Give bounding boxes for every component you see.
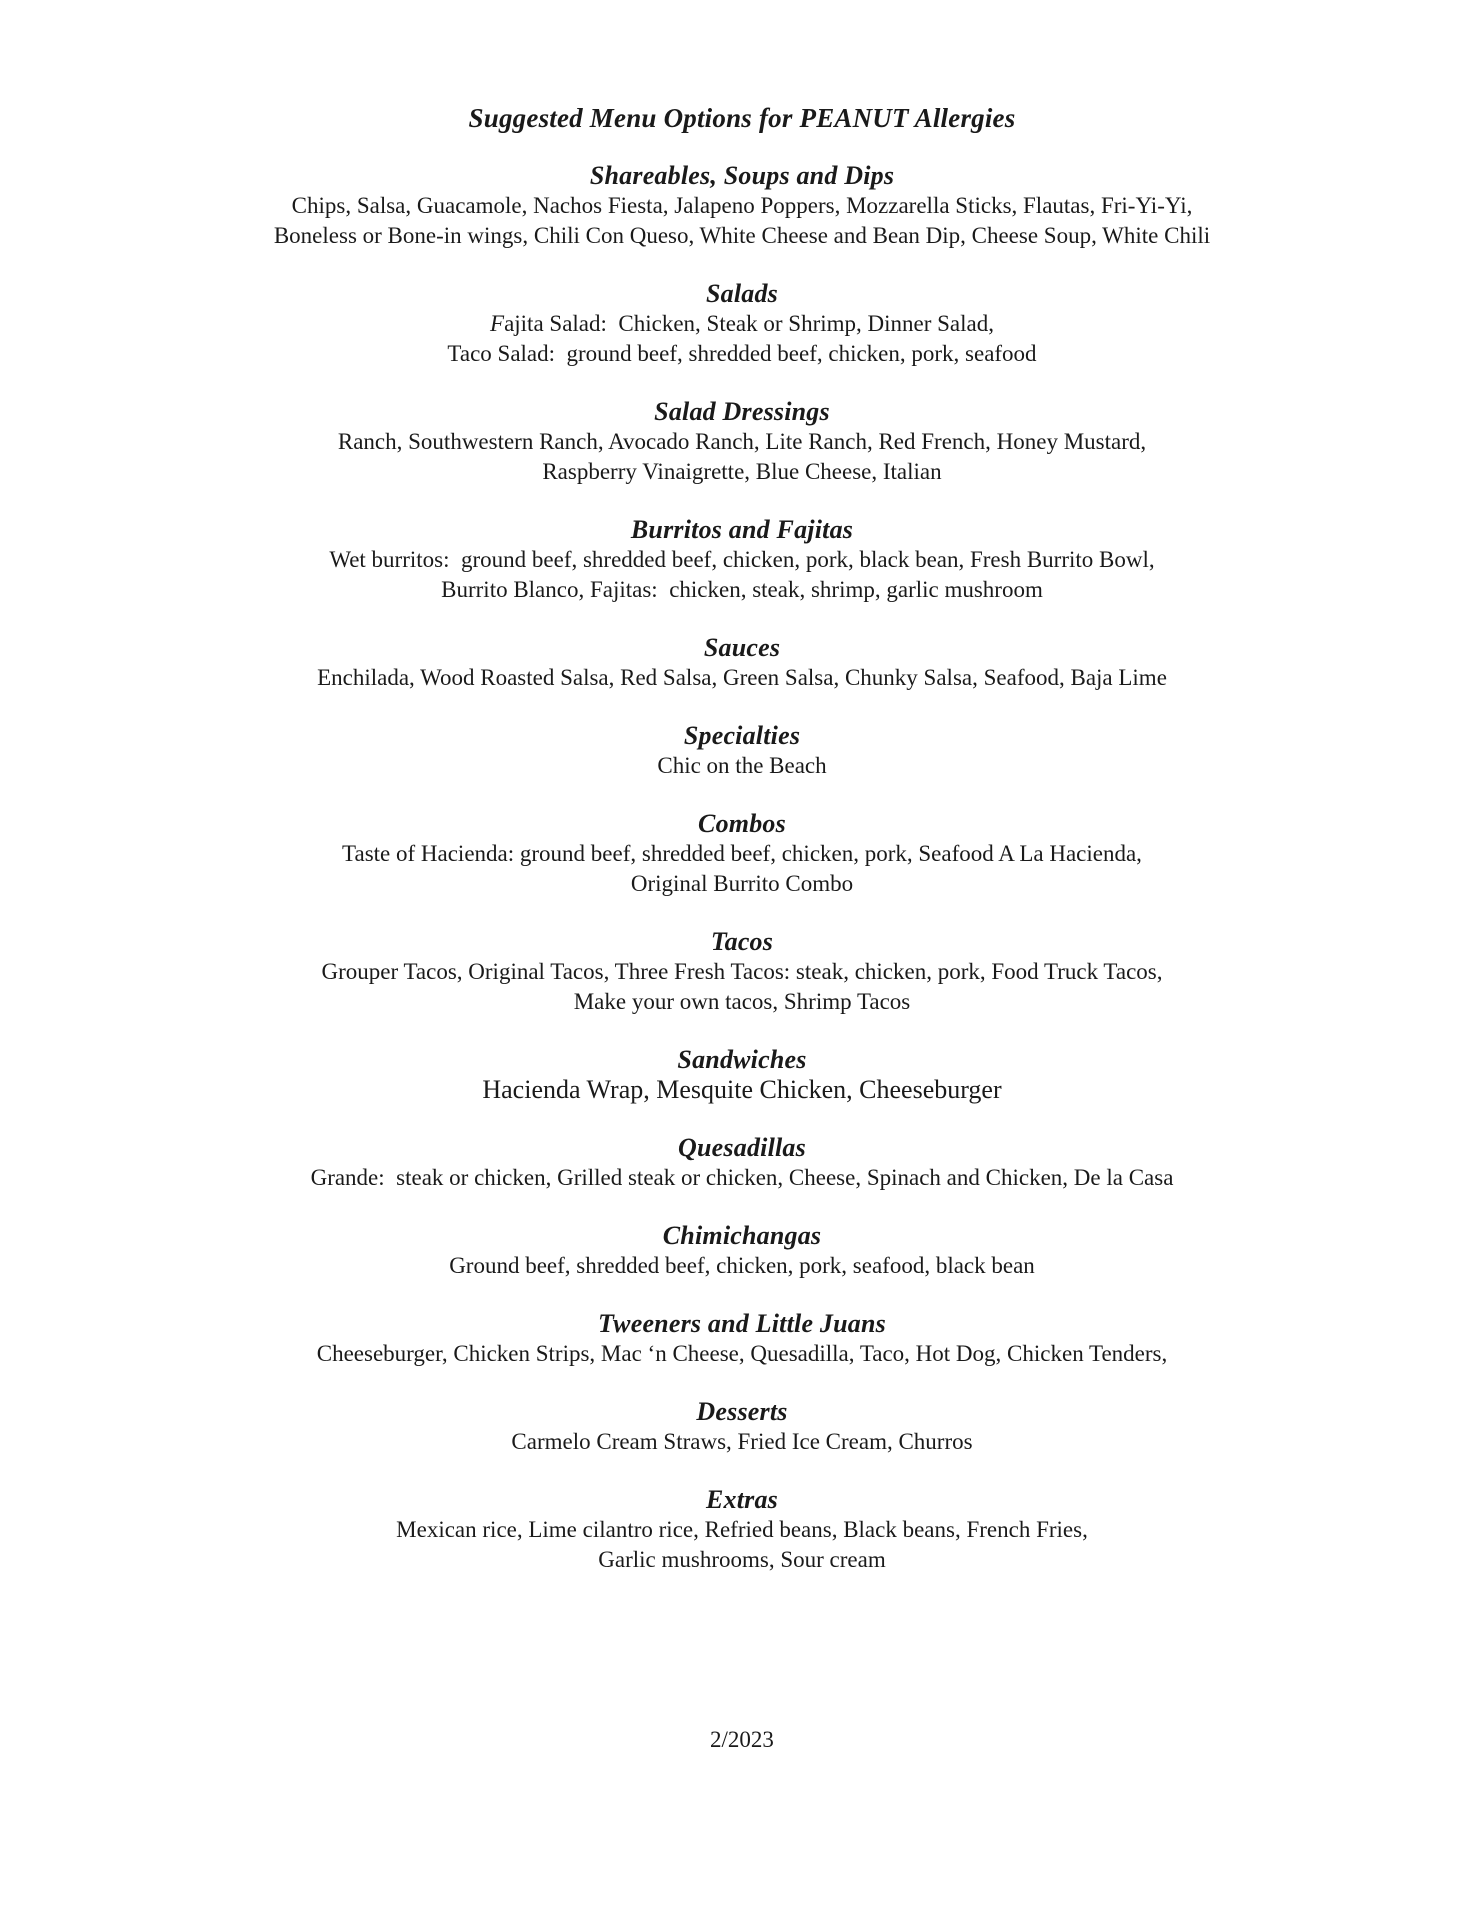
menu-items-line: Grouper Tacos, Original Tacos, Three Fresh Tacos: steak, chicken, pork, Food Truck Tacos,: [321, 959, 1163, 984]
menu-items-line: Cheeseburger, Chicken Strips, Mac ‘n Cheese, Quesadilla, Taco, Hot Dog, Chicken Tenders,: [316, 1341, 1168, 1366]
section-heading: Quesadillas: [678, 1133, 806, 1162]
menu-section: [0, 809, 1484, 899]
document-footer-date: 2/2023: [710, 1727, 774, 1752]
section-heading: Extras: [705, 1485, 778, 1514]
menu-items-line: Enchilada, Wood Roasted Salsa, Red Salsa, Green Salsa, Chunky Salsa, Seafood, Baja Lime: [317, 665, 1167, 690]
section-heading: Chimichangas: [662, 1221, 822, 1250]
menu-items-line: Raspberry Vinaigrette, Blue Cheese, Italian: [542, 459, 942, 484]
menu-section: [0, 1485, 1484, 1575]
menu-items-line: Boneless or Bone-in wings, Chili Con Queso, White Cheese and Bean Dip, Cheese Soup, White Chili: [273, 223, 1211, 248]
section-heading: Salads: [705, 279, 778, 308]
menu-items-line: Mexican rice, Lime cilantro rice, Refried beans, Black beans, French Fries,: [396, 1517, 1088, 1542]
menu-items-line: Carmelo Cream Straws, Fried Ice Cream, Churros: [511, 1429, 973, 1454]
section-heading: Tacos: [710, 927, 774, 956]
menu-items-line: Hacienda Wrap, Mesquite Chicken, Cheeseburger: [482, 1075, 1002, 1104]
menu-items-line: Garlic mushrooms, Sour cream: [598, 1547, 886, 1572]
menu-items-line: Grande: steak or chicken, Grilled steak or chicken, Cheese, Spinach and Chicken, De la Casa: [310, 1165, 1174, 1190]
menu-items-line: Wet burritos: ground beef, shredded beef, chicken, pork, black bean, Fresh Burrito Bowl,: [329, 547, 1155, 572]
menu-sections-container: [0, 161, 1484, 1575]
menu-items-line: Original Burrito Combo: [630, 871, 854, 896]
section-heading: Shareables, Soups and Dips: [589, 161, 895, 190]
section-heading: Combos: [698, 809, 786, 838]
menu-section: [0, 1397, 1484, 1457]
menu-section: [0, 721, 1484, 781]
menu-section: [0, 161, 1484, 251]
menu-items-line: Chips, Salsa, Guacamole, Nachos Fiesta, Jalapeno Poppers, Mozzarella Sticks, Flautas, Fri-Yi-Yi,: [291, 193, 1193, 218]
menu-items-line: Make your own tacos, Shrimp Tacos: [573, 989, 911, 1014]
section-heading: Desserts: [696, 1397, 788, 1426]
menu-section: [0, 633, 1484, 693]
menu-items-line: Fajita Salad: Chicken, Steak or Shrimp, Dinner Salad,: [490, 311, 994, 336]
menu-items-line: Burrito Blanco, Fajitas: chicken, steak, shrimp, garlic mushroom: [441, 577, 1043, 602]
italic-lead-character: F: [490, 311, 505, 336]
section-heading: Tweeners and Little Juans: [598, 1309, 886, 1338]
document-title: Suggested Menu Options for PEANUT Allergies: [468, 103, 1016, 133]
section-heading: Sandwiches: [677, 1045, 807, 1074]
menu-items-line: Ground beef, shredded beef, chicken, pork, seafood, black bean: [449, 1253, 1035, 1278]
menu-section: [0, 397, 1484, 487]
section-heading: Sauces: [703, 633, 781, 662]
menu-items-line: Ranch, Southwestern Ranch, Avocado Ranch, Lite Ranch, Red French, Honey Mustard,: [337, 429, 1147, 454]
menu-section: [0, 927, 1484, 1017]
menu-section: [0, 279, 1484, 369]
menu-items-line: Chic on the Beach: [657, 753, 827, 778]
menu-section: [0, 1045, 1484, 1105]
menu-items-line: Taste of Hacienda: ground beef, shredded beef, chicken, pork, Seafood A La Hacienda,: [342, 841, 1142, 866]
menu-section: [0, 1133, 1484, 1193]
menu-section: [0, 1309, 1484, 1369]
menu-items-line: Taco Salad: ground beef, shredded beef, chicken, pork, seafood: [447, 341, 1037, 366]
menu-section: [0, 1221, 1484, 1281]
section-heading: Specialties: [683, 721, 801, 750]
menu-section: [0, 515, 1484, 605]
section-heading: Burritos and Fajitas: [630, 515, 854, 544]
section-heading: Salad Dressings: [654, 397, 830, 426]
